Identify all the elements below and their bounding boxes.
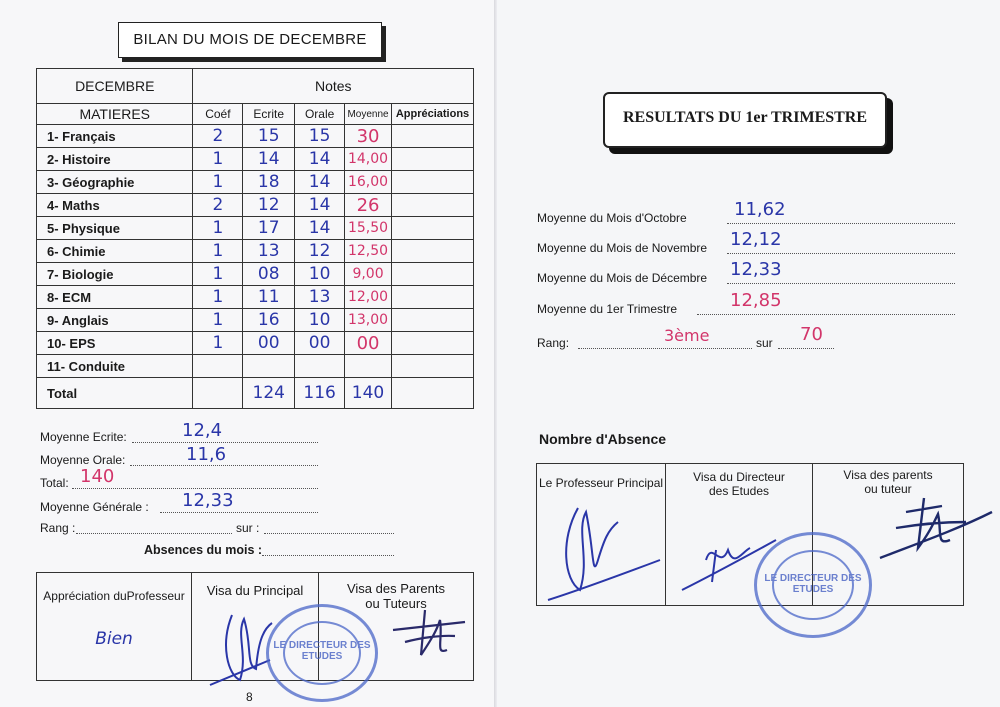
coef-cell: 1 xyxy=(193,309,243,332)
subject-cell: 5- Physique xyxy=(37,217,193,240)
subject-cell: 6- Chimie xyxy=(37,240,193,263)
total-summary-line xyxy=(72,488,318,489)
grade-row xyxy=(37,125,474,148)
left-official-stamp xyxy=(266,604,378,702)
moyenne-cell: 30 xyxy=(345,125,392,148)
results-title: RESULTATS DU 1er TRIMESTRE xyxy=(622,109,868,126)
subject-cell: 1- Français xyxy=(37,125,193,148)
moyenne-orale-label: Moyenne Orale: xyxy=(40,453,126,467)
moyenne-cell: 00 xyxy=(345,332,392,355)
notes-header: Notes xyxy=(193,69,474,104)
appreciation-cell xyxy=(392,194,474,217)
average-line-value: 12,12 xyxy=(730,229,782,250)
orale-cell: 14 xyxy=(295,171,345,194)
left-stamp-text: LE DIRECTEUR DES ETUDES xyxy=(273,640,371,662)
subject-cell: 4- Maths xyxy=(37,194,193,217)
ecrite-cell: 18 xyxy=(243,171,295,194)
principal-visa-label: Visa du Principal xyxy=(206,583,304,598)
prof-appreciation-note: Bien xyxy=(95,629,133,649)
coef-cell: 1 xyxy=(193,148,243,171)
coef-cell: 1 xyxy=(193,332,243,355)
moyenne-ecrite-line xyxy=(132,442,318,443)
average-line-dots xyxy=(727,253,955,254)
ecrite-cell: 17 xyxy=(243,217,295,240)
coef-cell: 1 xyxy=(193,263,243,286)
moyenne-cell: 13,00 xyxy=(345,309,392,332)
directeur-visa-label: Visa du Directeur des Etudes xyxy=(693,470,785,498)
average-line-value: 12,85 xyxy=(730,290,782,311)
orale-header: Orale xyxy=(295,104,345,125)
appreciation-cell xyxy=(392,309,474,332)
absence-heading: Nombre d'Absence xyxy=(539,431,667,447)
ecrite-cell: 16 xyxy=(243,309,295,332)
month-title-box xyxy=(118,22,382,58)
appreciation-cell xyxy=(392,355,474,378)
prof-principal-signature xyxy=(540,500,670,610)
results-title-box xyxy=(603,92,887,148)
orale-cell: 13 xyxy=(295,286,345,309)
average-line-label: Moyenne du Mois de Novembre xyxy=(537,241,708,255)
orale-cell: 10 xyxy=(295,309,345,332)
ecrite-cell: 13 xyxy=(243,240,295,263)
ecrite-cell: 11 xyxy=(243,286,295,309)
total-summary-value: 140 xyxy=(80,466,115,487)
grade-row xyxy=(37,148,474,171)
professeur-principal-label: Le Professeur Principal xyxy=(538,476,664,490)
parents-signature-left xyxy=(385,600,475,670)
page-number: 8 xyxy=(246,690,253,704)
appreciation-cell xyxy=(392,217,474,240)
moyenne-cell: 12,00 xyxy=(345,286,392,309)
subject-cell: 10- EPS xyxy=(37,332,193,355)
orale-cell: 10 xyxy=(295,263,345,286)
prof-appreciation-label: Appréciation duProfesseur xyxy=(43,589,185,603)
month-header: DECEMBRE xyxy=(37,69,193,104)
subject-cell: 11- Conduite xyxy=(37,355,193,378)
ecrite-cell xyxy=(243,355,295,378)
grade-row xyxy=(37,286,474,309)
appreciation-cell xyxy=(392,240,474,263)
coef-cell: 1 xyxy=(193,171,243,194)
moyenne-orale-value: 11,6 xyxy=(186,444,227,465)
grade-row xyxy=(37,355,474,378)
subject-cell: 7- Biologie xyxy=(37,263,193,286)
grades-table xyxy=(36,68,474,409)
right-rang-line xyxy=(578,348,752,349)
matieres-header: MATIERES xyxy=(37,104,193,125)
appreciation-cell xyxy=(392,286,474,309)
appreciations-header: Appréciations xyxy=(392,104,474,125)
moyenne-cell: 26 xyxy=(345,194,392,217)
sur-line xyxy=(264,533,394,534)
coef-cell xyxy=(193,355,243,378)
total-moyenne: 140 xyxy=(345,378,392,409)
total-orale: 116 xyxy=(295,378,345,409)
orale-cell: 14 xyxy=(295,148,345,171)
orale-cell xyxy=(295,355,345,378)
moyenne-header: Moyenne xyxy=(345,104,392,125)
appreciation-cell xyxy=(392,148,474,171)
grade-row xyxy=(37,332,474,355)
appreciation-cell xyxy=(392,263,474,286)
moyenne-orale-line xyxy=(130,465,318,466)
coef-cell: 1 xyxy=(193,217,243,240)
ecrite-cell: 15 xyxy=(243,125,295,148)
average-line-label: Moyenne du Mois de Décembre xyxy=(537,271,708,285)
total-appreciation xyxy=(392,378,474,409)
orale-cell: 12 xyxy=(295,240,345,263)
month-title: BILAN DU MOIS DE DECEMBRE xyxy=(133,31,367,48)
moyenne-generale-label: Moyenne Générale : xyxy=(40,500,149,514)
grade-row xyxy=(37,171,474,194)
average-line-label: Moyenne du Mois d'Octobre xyxy=(537,211,687,225)
left-page xyxy=(0,0,497,707)
prof-appreciation-cell xyxy=(37,573,192,681)
parents-tuteur-label: Visa des parents ou tuteur xyxy=(843,468,933,496)
orale-cell: 14 xyxy=(295,194,345,217)
right-sur-line xyxy=(778,348,834,349)
average-line-value: 11,62 xyxy=(734,199,786,220)
right-stamp-text: LE DIRECTEUR DES ETUDES xyxy=(764,573,862,595)
subject-cell: 2- Histoire xyxy=(37,148,193,171)
right-rang-label: Rang: xyxy=(537,336,570,350)
orale-cell: 14 xyxy=(295,217,345,240)
parents-signature-right xyxy=(876,488,996,568)
grade-row xyxy=(37,309,474,332)
total-ecrite: 124 xyxy=(243,378,295,409)
coef-cell: 1 xyxy=(193,286,243,309)
ecrite-cell: 00 xyxy=(243,332,295,355)
right-official-stamp xyxy=(754,532,872,638)
appreciation-cell xyxy=(392,332,474,355)
appreciation-cell xyxy=(392,125,474,148)
total-summary-label: Total: xyxy=(40,476,69,490)
absences-label: Absences du mois : xyxy=(144,543,263,557)
right-sur-label: sur xyxy=(756,336,773,350)
parents-visa-label: Visa des Parents ou Tuteurs xyxy=(346,581,446,611)
subject-cell: 9- Anglais xyxy=(37,309,193,332)
average-line-dots xyxy=(727,283,955,284)
grade-row xyxy=(37,194,474,217)
average-line-label: Moyenne du 1er Trimestre xyxy=(537,302,678,316)
coef-header: Coéf xyxy=(193,104,243,125)
appreciation-cell xyxy=(392,171,474,194)
coef-cell: 1 xyxy=(193,240,243,263)
moyenne-ecrite-label: Moyenne Ecrite: xyxy=(40,430,127,444)
average-line-dots xyxy=(727,223,955,224)
right-rang-value: 3ème xyxy=(664,326,710,345)
orale-cell: 00 xyxy=(295,332,345,355)
moyenne-cell: 12,50 xyxy=(345,240,392,263)
ecrite-header: Ecrite xyxy=(243,104,295,125)
moyenne-generale-line xyxy=(160,512,318,513)
absences-line xyxy=(262,555,394,556)
total-coef xyxy=(193,378,243,409)
moyenne-ecrite-value: 12,4 xyxy=(182,420,223,441)
ecrite-cell: 08 xyxy=(243,263,295,286)
grade-row xyxy=(37,263,474,286)
moyenne-cell xyxy=(345,355,392,378)
subject-cell: 8- ECM xyxy=(37,286,193,309)
subject-cell: 3- Géographie xyxy=(37,171,193,194)
ecrite-cell: 12 xyxy=(243,194,295,217)
moyenne-generale-value: 12,33 xyxy=(182,490,234,511)
moyenne-cell: 15,50 xyxy=(345,217,392,240)
coef-cell: 2 xyxy=(193,194,243,217)
total-label: Total xyxy=(37,378,193,409)
grade-row xyxy=(37,217,474,240)
coef-cell: 2 xyxy=(193,125,243,148)
rang-label: Rang : xyxy=(40,521,76,535)
average-line-dots xyxy=(697,314,955,315)
sur-label: sur : xyxy=(236,521,260,535)
right-sur-value: 70 xyxy=(800,324,823,345)
moyenne-cell: 14,00 xyxy=(345,148,392,171)
rang-line xyxy=(76,533,232,534)
moyenne-cell: 16,00 xyxy=(345,171,392,194)
average-line-value: 12,33 xyxy=(730,259,782,280)
ecrite-cell: 14 xyxy=(243,148,295,171)
moyenne-cell: 9,00 xyxy=(345,263,392,286)
orale-cell: 15 xyxy=(295,125,345,148)
grade-row xyxy=(37,240,474,263)
